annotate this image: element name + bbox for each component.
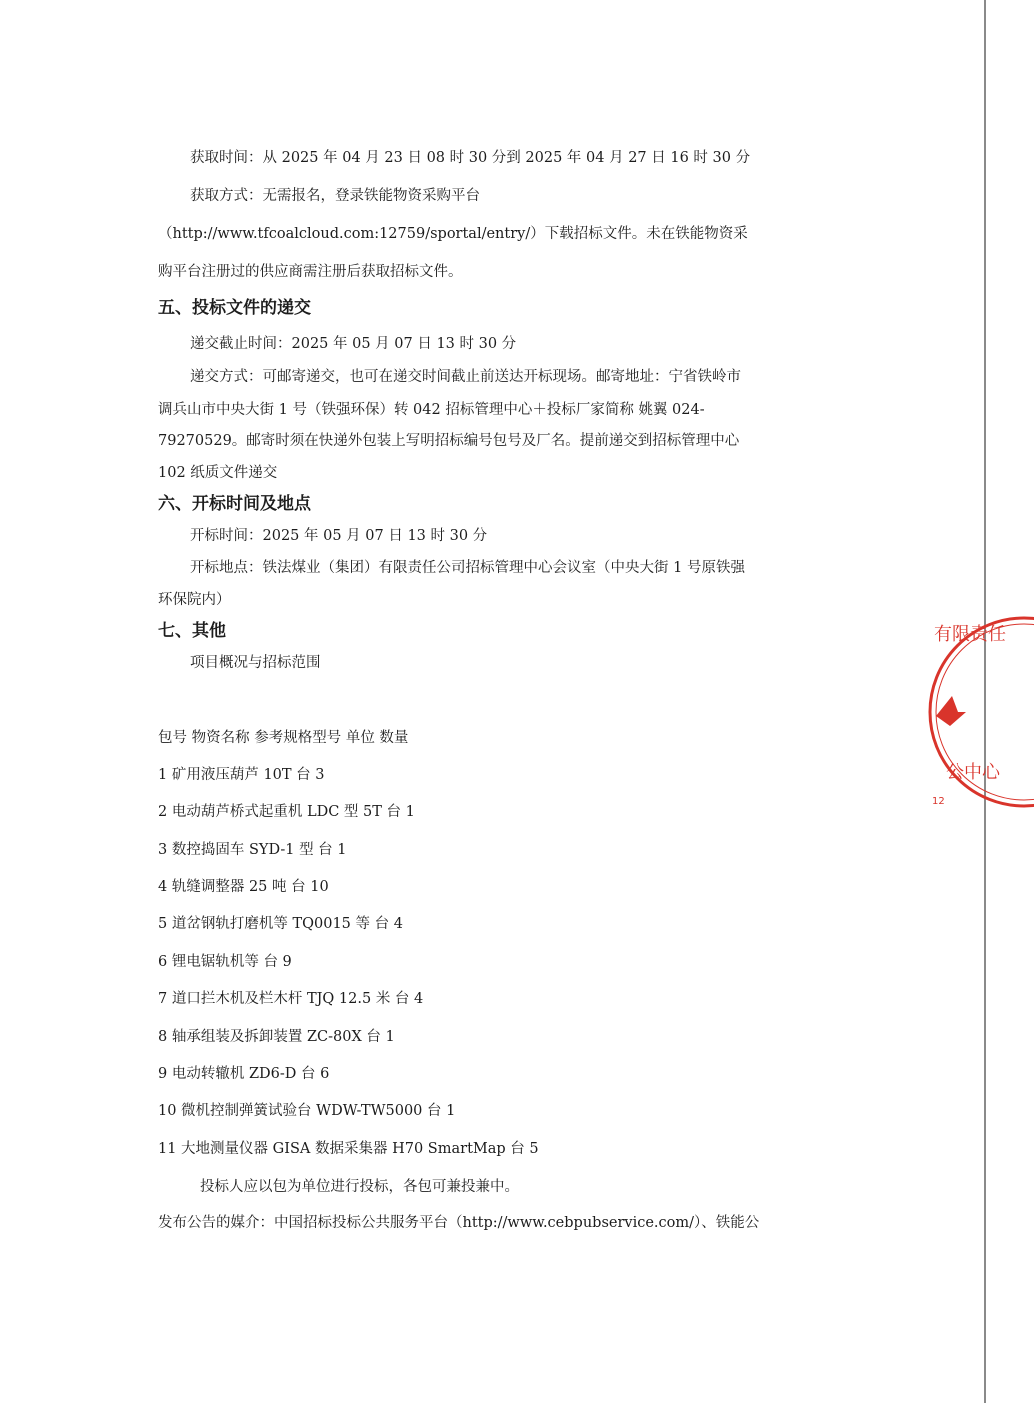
- obtain-time: 获取时间：从 2025 年 04 月 23 日 08 时 30 分到 2025 年 04 月 27 日 16 时 30 分: [190, 150, 751, 166]
- list-item: 1 矿用液压葫芦 10T 台 3: [158, 767, 325, 783]
- seal-text-bottom: 公中心: [946, 762, 1000, 783]
- list-item: 5 道岔钢轨打磨机等 TQ0015 等 台 4: [158, 916, 403, 932]
- list-item: 4 轨缝调整器 25 吨 台 10: [158, 879, 329, 895]
- obtain-url-line-2: 购平台注册过的供应商需注册后获取招标文件。: [158, 264, 463, 280]
- project-scope: 项目概况与招标范围: [190, 655, 321, 671]
- obtain-method: 获取方式：无需报名，登录铁能物资采购平台: [190, 188, 480, 204]
- list-item: 11 大地测量仪器 GISA 数据采集器 H70 SmartMap 台 5: [158, 1141, 539, 1157]
- open-time: 开标时间：2025 年 05 月 07 日 13 时 30 分: [190, 528, 488, 544]
- submit-method-1: 递交方式：可邮寄递交，也可在递交时间截止前送达开标现场。邮寄地址：宁省铁岭市: [190, 369, 741, 385]
- seal-star-icon: [936, 696, 966, 726]
- section-heading-7: 七、其他: [158, 621, 226, 641]
- section-heading-5: 五、投标文件的递交: [158, 298, 311, 318]
- publish-media: 发布公告的媒介：中国招标投标公共服务平台（http://www.cebpubservice.com/）、铁能公: [158, 1215, 760, 1231]
- list-item: 10 微机控制弹簧试验台 WDW-TW5000 台 1: [158, 1103, 456, 1119]
- submit-deadline: 递交截止时间：2025 年 05 月 07 日 13 时 30 分: [190, 336, 517, 352]
- open-place-2: 环保院内）: [158, 592, 231, 608]
- submit-method-2: 调兵山市中央大街 1 号（铁强环保）转 042 招标管理中心＋投标厂家简称 姚翼 024-: [158, 402, 705, 418]
- official-seal-stamp: [924, 612, 1034, 812]
- bid-unit-note: 投标人应以包为单位进行投标，各包可兼投兼中。: [200, 1179, 519, 1195]
- list-item: 2 电动葫芦桥式起重机 LDC 型 5T 台 1: [158, 804, 415, 820]
- items-header: 包号 物资名称 参考规格型号 单位 数量: [158, 730, 409, 746]
- submit-method-3: 79270529。邮寄时须在快递外包装上写明招标编号包号及厂名。提前递交到招标管理中心: [158, 433, 740, 449]
- section-heading-6: 六、开标时间及地点: [158, 494, 311, 514]
- open-place-1: 开标地点：铁法煤业（集团）有限责任公司招标管理中心会议室（中央大街 1 号原铁强: [190, 560, 745, 576]
- seal-text-top: 有限责任: [934, 624, 1006, 645]
- seal-code: 12: [932, 796, 945, 807]
- list-item: 3 数控捣固车 SYD-1 型 台 1: [158, 842, 347, 858]
- obtain-url-line: （http://www.tfcoalcloud.com:12759/sportal/entry/）下载招标文件。未在铁能物资采: [158, 226, 748, 242]
- list-item: 7 道口拦木机及栏木杆 TJQ 12.5 米 台 4: [158, 991, 424, 1007]
- list-item: 8 轴承组装及拆卸装置 ZC-80X 台 1: [158, 1029, 395, 1045]
- list-item: 9 电动转辙机 ZD6-D 台 6: [158, 1066, 330, 1082]
- list-item: 6 锂电锯轨机等 台 9: [158, 954, 292, 970]
- submit-method-4: 102 纸质文件递交: [158, 465, 278, 481]
